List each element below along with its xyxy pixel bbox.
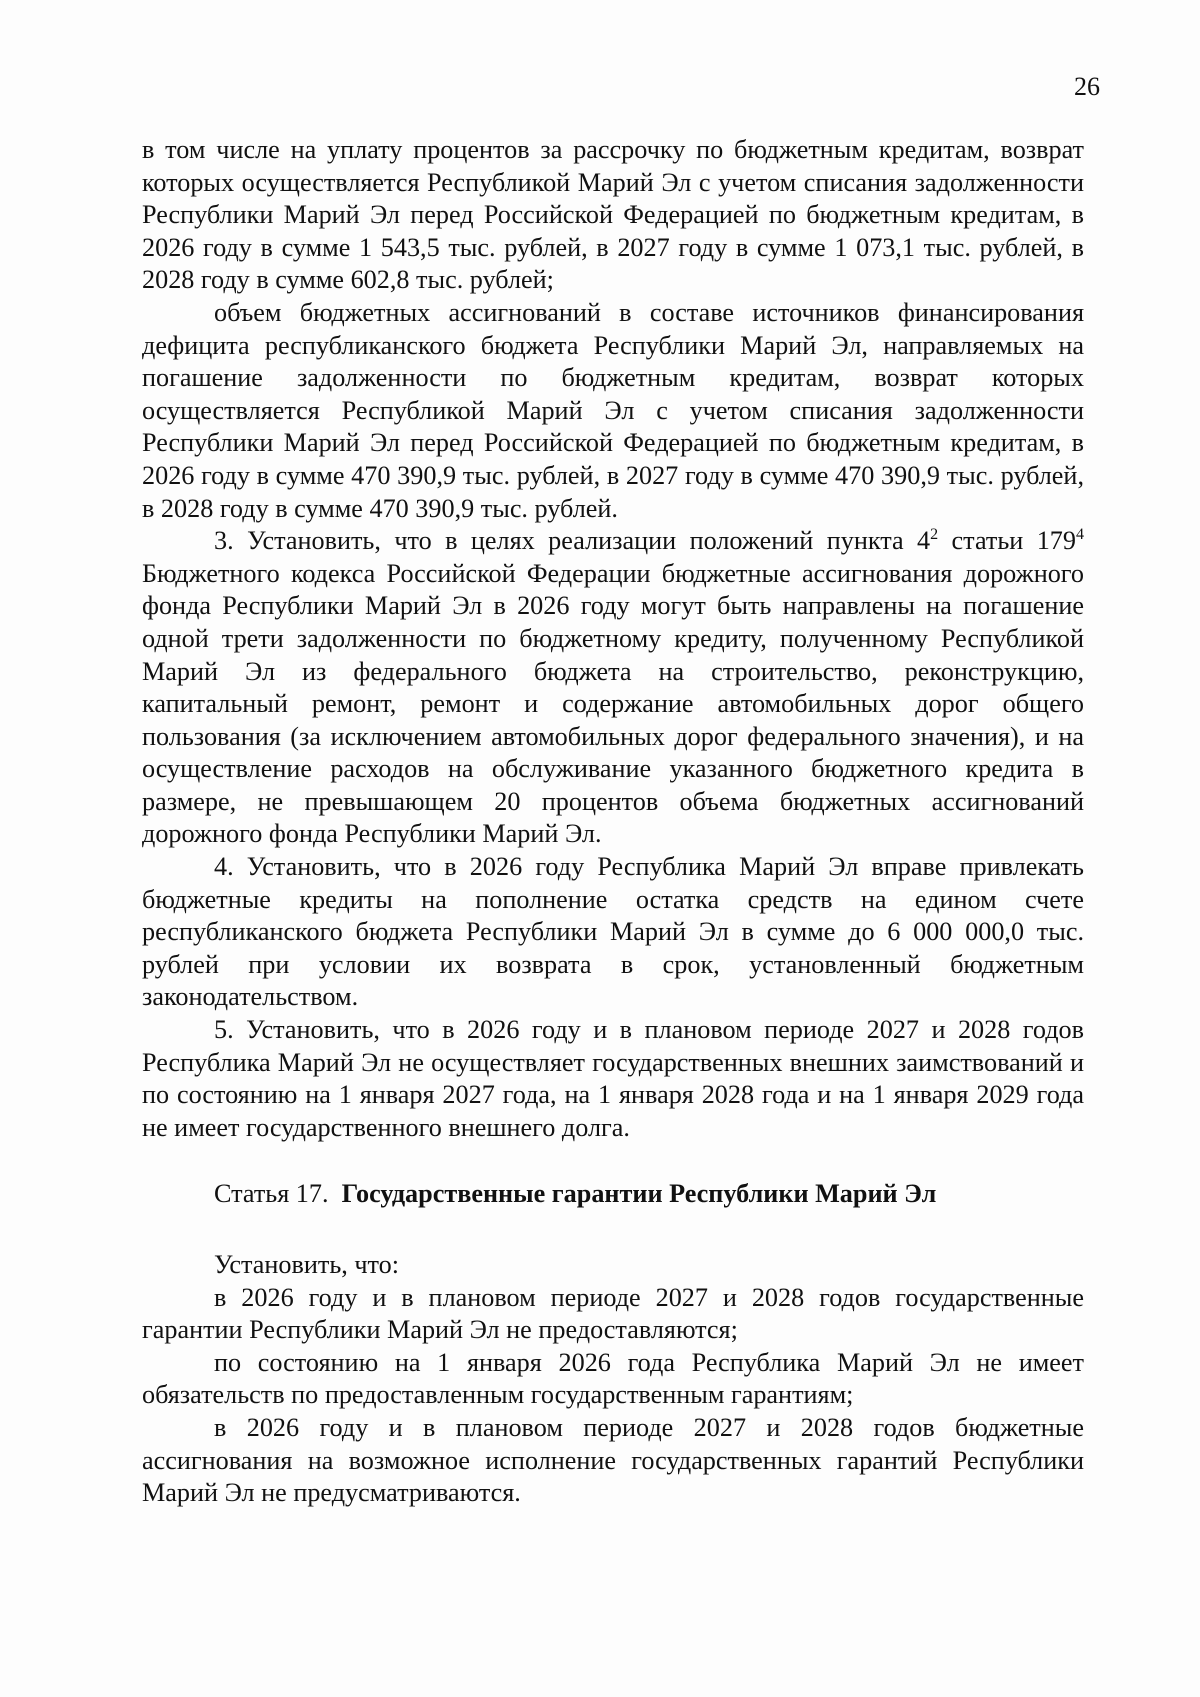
item-3-superscript-a: 2	[930, 526, 939, 544]
document-body	[142, 134, 1084, 1510]
paragraph-guarantees-not-provided: в 2026 году и в плановом периоде 2027 и 2028 годов государственные гарантии Республики Марий Эл не предоставляются;	[142, 1282, 1084, 1345]
article-title: Государственные гарантии Республики Марий Эл	[341, 1179, 937, 1209]
paragraph-no-allocations: в 2026 году и в плановом периоде 2027 и 2028 годов бюджетные ассигнования на возможное исполнение государственных гарантий Республики Марий Эл не предусматриваются.	[142, 1412, 1084, 1508]
paragraph-item-3	[142, 525, 1084, 851]
article-heading	[142, 1178, 1084, 1211]
paragraph-item-4: 4. Установить, что в 2026 году Республика Марий Эл вправе привлекать бюджетные кредиты на пополнение остатка средств на едином счете республиканского бюджета Республики Марий Эл в сумме до 6 000 000,0 тыс. рублей при условии их возврата в срок, установленный бюджетным законодательством.	[142, 852, 1084, 1012]
page-number: 26	[1074, 72, 1100, 101]
item-3-text-a: 3. Установить, что в целях реализации положений пункта 4	[214, 526, 931, 556]
paragraph-budget-allocations: объем бюджетных ассигнований в составе источников финансирования дефицита республиканского бюджета Республики Марий Эл, направляемых на погашение задолженности по бюджетным кредитам, возврат которых осуществляется Республикой Марий Эл с учетом списания задолженности Республики Марий Эл перед Российской Федерацией по бюджетным кредитам, в 2026 году в сумме 470 390,9 тыс. рублей, в 2027 году в сумме 470 390,9 тыс. рублей, в 2028 году в сумме 470 390,9 тыс. рублей.	[142, 297, 1084, 523]
paragraph-no-obligations: по состоянию на 1 января 2026 года Республика Марий Эл не имеет обязательств по предоставленным государственным гарантиям;	[142, 1347, 1084, 1410]
paragraph-item-5: 5. Установить, что в 2026 году и в плановом периоде 2027 и 2028 годов Республика Марий Эл не осуществляет государственных внешних заимствований и по состоянию на 1 января 2027 года, на 1 января 2028 года и на 1 января 2029 года не имеет государственного внешнего долга.	[142, 1015, 1084, 1142]
item-3-text-c: Бюджетного кодекса Российской Федерации бюджетные ассигнования дорожного фонда Республики Марий Эл в 2026 году могут быть направлены на погашение одной трети задолженности по бюджетному кредиту, полученному Республикой Марий Эл из федерального бюджета на строительство, реконструкцию, капитальный ремонт, ремонт и содержание автомобильных дорог общего пользования (за исключением автомобильных дорог федерального значения), и на осуществление расходов на обслуживание указанного бюджетного кредита в размере, не превышающем 20 процентов объема бюджетных ассигнований дорожного фонда Республики Марий Эл.	[142, 558, 1084, 849]
item-3-superscript-b: 4	[1076, 526, 1084, 544]
article-label: Статья 17.	[214, 1179, 329, 1209]
paragraph-establish: Установить, что:	[214, 1250, 400, 1279]
paragraph-interest-payments: в том числе на уплату процентов за рассрочку по бюджетным кредитам, возврат которых осуществляется Республикой Марий Эл с учетом списания задолженности Республики Марий Эл перед Российской Федерацией по бюджетным кредитам, в 2026 году в сумме 1 543,5 тыс. рублей, в 2027 году в сумме 1 073,1 тыс. рублей, в 2028 году в сумме 602,8 тыс. рублей;	[142, 135, 1084, 295]
item-3-text-b: статьи 179	[938, 526, 1076, 556]
